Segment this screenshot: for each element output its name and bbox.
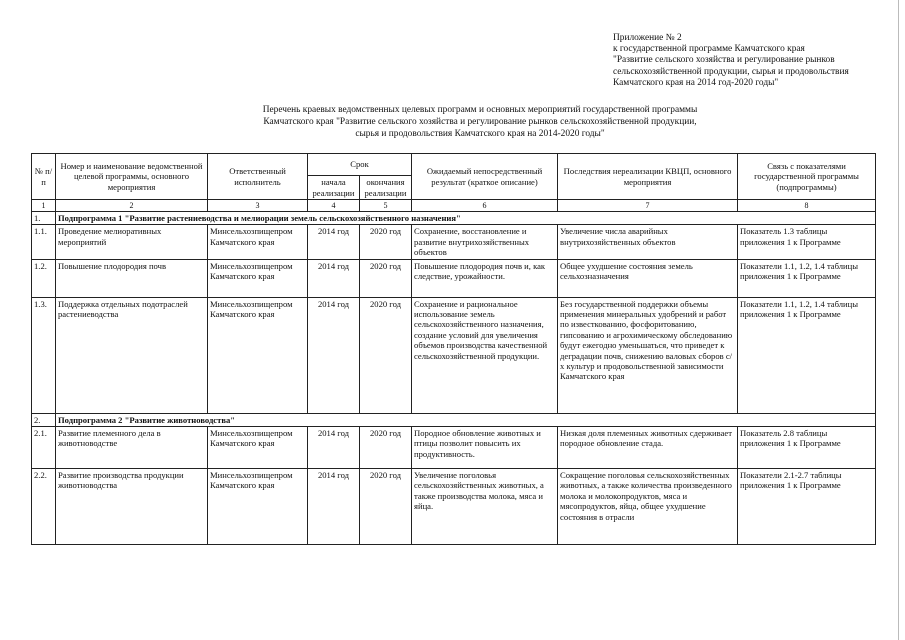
- row-consequences: Без государственной поддержки объемы применения минеральных удобрений и работ по известкованию, фосфоритованию, гипсованию и агрохимическому обследованию будут ежегодно уменьшаться, что приведет к деградации почв, снижению валовых сборов с/х культур и продовольственной зависимости Камчатского края: [558, 297, 738, 413]
- table-row: [32, 297, 876, 413]
- row-responsible: Минсельхозпищепром Камчатского края: [208, 427, 308, 469]
- annex-line: "Развитие сельского хозяйства и регулирование рынков: [613, 55, 835, 66]
- header-result: Ожидаемый непосредственный результат (краткое описание): [412, 154, 558, 200]
- row-end: 2020 год: [360, 427, 412, 469]
- annex-line: Камчатского края на 2014 год-2020 годы": [613, 77, 779, 88]
- row-result: Повышение плодородия почв и, как следствие, урожайности.: [412, 259, 558, 297]
- document-title: [150, 105, 810, 140]
- row-link: Показатели 2.1-2.7 таблицы приложения 1 к Программе: [738, 469, 876, 545]
- header-end: окончания реализации: [360, 176, 412, 200]
- row-end: 2020 год: [360, 297, 412, 413]
- row-start: 2014 год: [308, 225, 360, 259]
- row-end: 2020 год: [360, 469, 412, 545]
- row-name: Развитие производства продукции животноводства: [56, 469, 208, 545]
- col-number: 8: [738, 200, 876, 212]
- title-line: Камчатского края "Развитие сельского хозяйства и регулирование рынков сельскохозяйственной продукции,: [263, 116, 697, 127]
- row-link: Показатели 1.1, 1.2, 1.4 таблицы приложения 1 к Программе: [738, 259, 876, 297]
- row-responsible: Минсельхозпищепром Камчатского края: [208, 469, 308, 545]
- row-num: 2.1.: [32, 427, 56, 469]
- measures-table: [31, 153, 876, 545]
- header-consequences: Последствия нереализации КВЦП, основного мероприятия: [558, 154, 738, 200]
- row-start: 2014 год: [308, 297, 360, 413]
- row-responsible: Минсельхозпищепром Камчатского края: [208, 297, 308, 413]
- header-name: Номер и наименование ведомственной целевой программы, основного мероприятия: [56, 154, 208, 200]
- row-num: 1.1.: [32, 225, 56, 259]
- subprogram-num: 2.: [32, 413, 56, 426]
- row-link: Показатель 2.8 таблицы приложения 1 к Программе: [738, 427, 876, 469]
- row-result: Породное обновление животных и птицы позволит повысить их продуктивность.: [412, 427, 558, 469]
- table-row: [32, 259, 876, 297]
- header-link: Связь с показателями государственной программы (подпрограммы): [738, 154, 876, 200]
- row-consequences: Увеличение числа аварийных внутрихозяйственных объектов: [558, 225, 738, 259]
- row-end: 2020 год: [360, 225, 412, 259]
- row-consequences: Общее ухудшение состояния земель сельхозназначения: [558, 259, 738, 297]
- row-name: Развитие племенного дела в животноводстве: [56, 427, 208, 469]
- row-num: 1.2.: [32, 259, 56, 297]
- row-result: Сохранение, восстановление и развитие внутрихозяйственных объектов: [412, 225, 558, 259]
- row-end: 2020 год: [360, 259, 412, 297]
- row-num: 1.3.: [32, 297, 56, 413]
- subprogram-num: 1.: [32, 212, 56, 225]
- header-num: № п/п: [32, 154, 56, 200]
- title-line: сырья и продовольствия Камчатского края на 2014-2020 годы": [355, 128, 605, 139]
- row-link: Показатели 1.1, 1.2, 1.4 таблицы приложения 1 к Программе: [738, 297, 876, 413]
- col-number: 6: [412, 200, 558, 212]
- row-name: Поддержка отдельных подотраслей растениеводства: [56, 297, 208, 413]
- row-consequences: Низкая доля племенных животных сдерживает породное обновление стада.: [558, 427, 738, 469]
- row-name: Проведение мелиоративных мероприятий: [56, 225, 208, 259]
- subprogram-label: Подпрограмма 2 "Развитие животноводства": [56, 413, 876, 426]
- header-start: начала реализации: [308, 176, 360, 200]
- row-consequences: Сокращение поголовья сельскохозяйственных животных, а также количества произведенного молока и молокопродуктов, мяса и мясопродуктов, яйца, общее ухудшение состояния в отрасли: [558, 469, 738, 545]
- header-responsible: Ответственный исполнитель: [208, 154, 308, 200]
- col-number: 4: [308, 200, 360, 212]
- annex-line: к государственной программе Камчатского края: [613, 44, 805, 55]
- subprogram-label: Подпрограмма 1 "Развитие растениеводства и мелиорации земель сельскохозяйственного назначения": [56, 212, 876, 225]
- row-responsible: Минсельхозпищепром Камчатского края: [208, 259, 308, 297]
- table-row: [32, 469, 876, 545]
- title-line: Перечень краевых ведомственных целевых программ и основных мероприятий государственной программы: [262, 105, 698, 115]
- col-number: 5: [360, 200, 412, 212]
- col-number: 2: [56, 200, 208, 212]
- row-num: 2.2.: [32, 469, 56, 545]
- row-start: 2014 год: [308, 469, 360, 545]
- row-start: 2014 год: [308, 259, 360, 297]
- annex-line: Приложение № 2: [613, 33, 682, 43]
- col-number: 1: [32, 200, 56, 212]
- annex-block: [613, 33, 893, 89]
- col-number: 3: [208, 200, 308, 212]
- page-edge-line: [898, 0, 899, 640]
- row-responsible: Минсельхозпищепром Камчатского края: [208, 225, 308, 259]
- row-result: Сохранение и рациональное использование земель сельскохозяйственного назначения, создание условий для увеличения объемов производства качественной сельскохозяйственной продукции.: [412, 297, 558, 413]
- annex-line: сельскохозяйственной продукции, сырья и продовольствия: [613, 66, 849, 77]
- row-result: Увеличение поголовья сельскохозяйственных животных, а также производства молока, мяса и яйца.: [412, 469, 558, 545]
- table-row: [32, 225, 876, 259]
- col-number: 7: [558, 200, 738, 212]
- row-name: Повышение плодородия почв: [56, 259, 208, 297]
- table-row: [32, 427, 876, 469]
- header-term: Срок: [308, 154, 412, 176]
- row-link: Показатель 1.3 таблицы приложения 1 к Программе: [738, 225, 876, 259]
- row-start: 2014 год: [308, 427, 360, 469]
